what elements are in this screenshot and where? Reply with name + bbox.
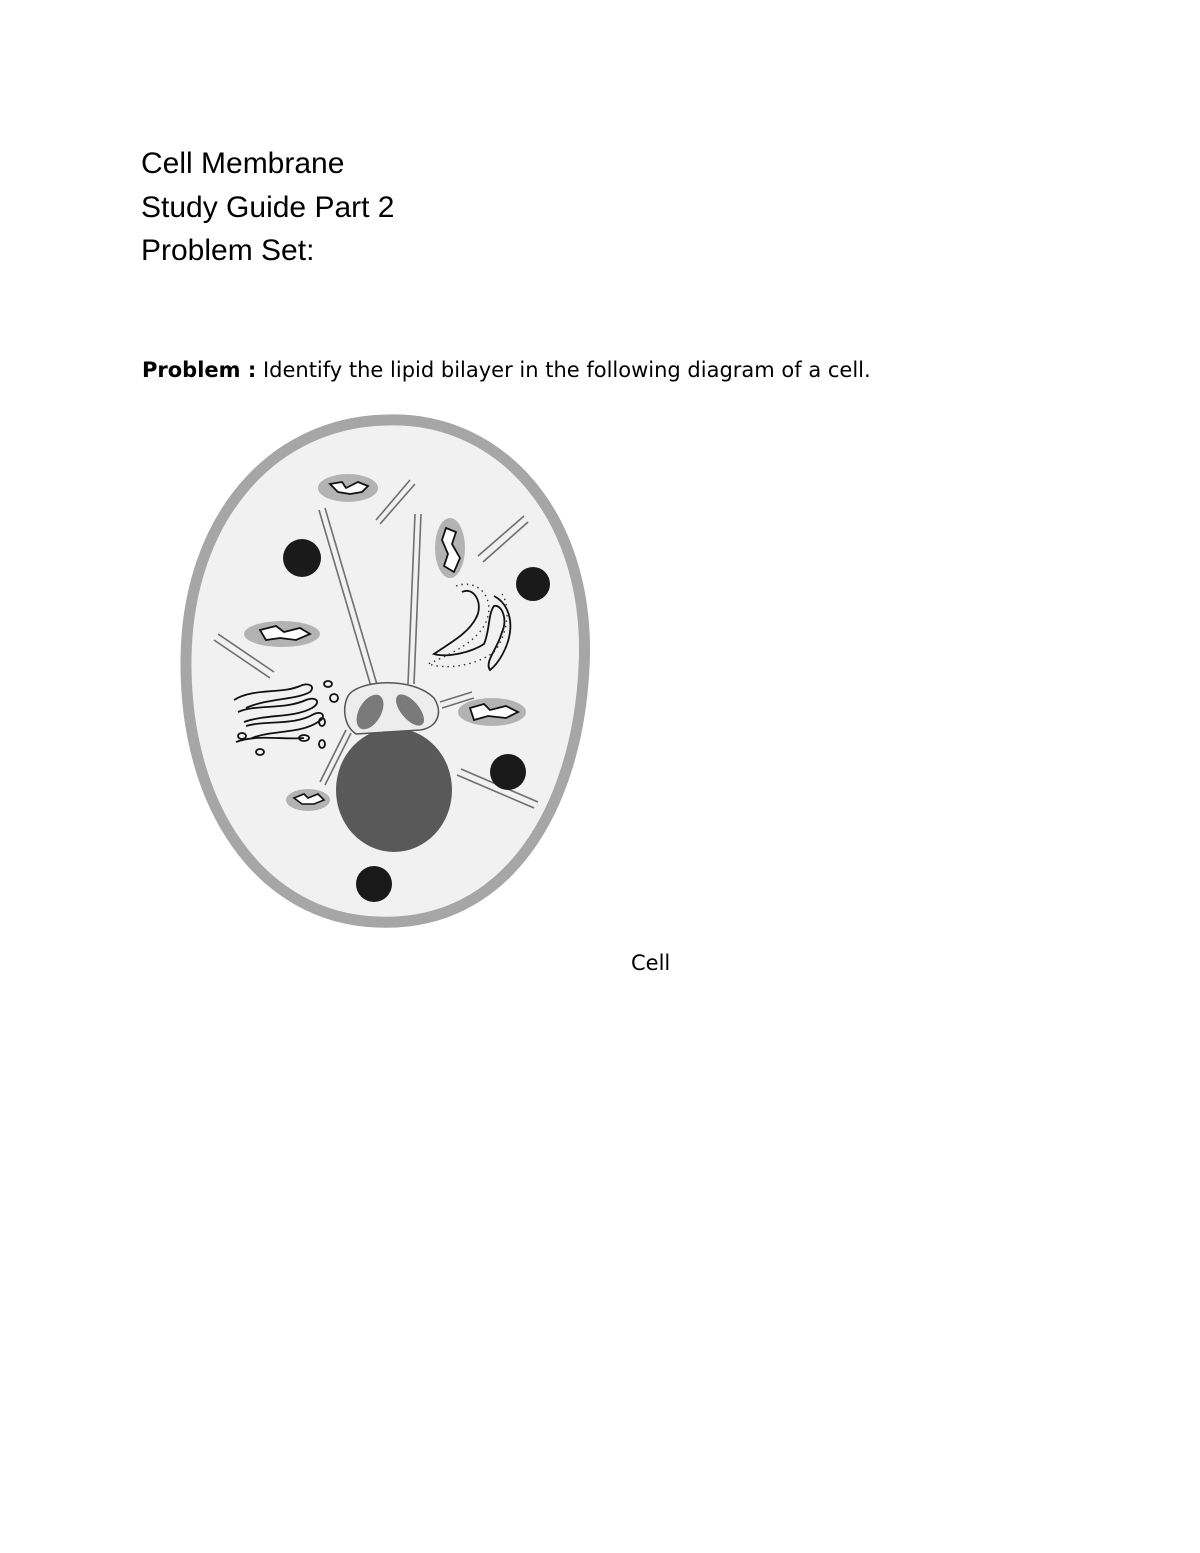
mitochondrion [286,789,330,811]
mitochondrion [435,518,465,578]
cell-diagram [172,408,602,938]
mitochondrion [244,621,320,647]
problem-statement [142,355,871,385]
lysosome [490,754,526,790]
title-line-guide: Study Guide Part 2 [141,190,395,224]
lysosome [356,866,392,902]
lysosome [283,539,321,577]
title-line-set: Problem Set: [141,234,315,267]
document-title [141,142,394,273]
centrosome [345,683,439,734]
problem-label: Problem : [142,358,257,382]
title-line-topic: Cell Membrane [141,147,345,180]
problem-text: Identify the lipid bilayer in the following diagram of a cell. [262,358,871,382]
mitochondrion [458,698,526,726]
figure-caption: Cell [631,951,671,975]
lysosome [516,567,550,601]
mitochondrion [318,474,378,502]
nucleus [336,728,452,852]
